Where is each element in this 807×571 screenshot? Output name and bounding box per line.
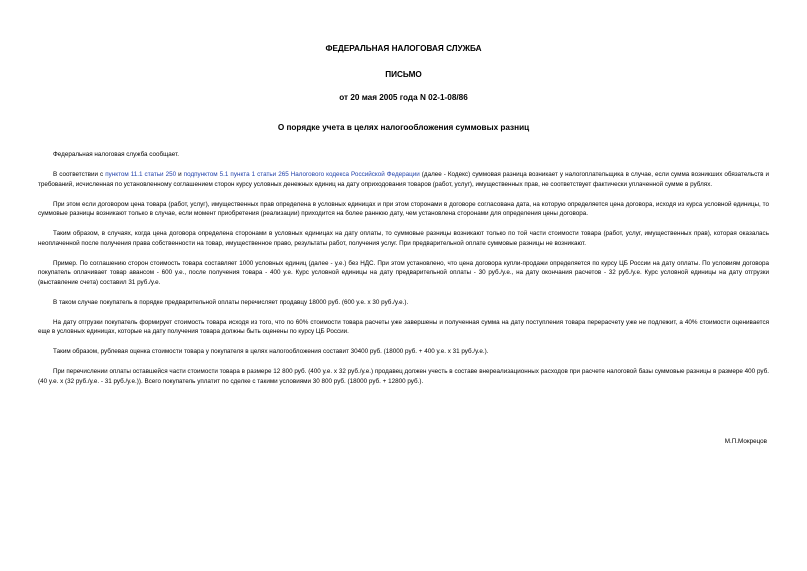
paragraph-shipment-date: На дату отгрузки покупатель формирует стоимость товара исходя из того, что по 60% стоимости товара расчеты уже завершены и полученная сумма на дату поступления товара перерасчету уже не подлежит, а 40% стоимости оценивается еще в условных единицах, которые на дату получения товара должны быть оценены по курсу ЦБ России. xyxy=(38,318,769,335)
paragraph-final-settlement: При перечислении оплаты оставшейся части стоимости товара в размере 12 800 руб. (400 у.е. x 32 руб./у.е.) продавец должен учесть в составе внереализационных расходов при расчете налоговой базы суммовые разницы в размере 400 руб. (40 у.е. x (32 руб./у.е. - 31 руб./у.е.)). Всего покупатель уплатит по сделке с такими условиями 30 800 руб. (18000 руб. + 12800 руб.). xyxy=(38,368,769,385)
paragraph-intro: Федеральная налоговая служба сообщает. xyxy=(53,151,180,158)
paragraph-conventional-units: При этом если договором цена товара (работ, услуг), имущественных прав определена в условных единицах и при этом сторонами в договоре согласована дата, на которую определяется цена договора, исходя из курса условной единицы, то суммовые разницы возникают только в случае, если момент приобретения (реализации) приходится на более раннюю дату, чем установлена сторонами для определения цены договора. xyxy=(38,200,769,217)
paragraph-ruble-valuation: Таким образом, рублевая оценка стоимости товара у покупателя в целях налогообложения составит 30400 руб. (18000 руб. + 400 у.е. x 31 руб./у.е.). xyxy=(53,348,489,355)
signatory: М.П.Мокрецов xyxy=(724,438,767,445)
text-segment: В соответствии с xyxy=(53,171,106,178)
text-segment: и xyxy=(176,171,184,178)
document-date-number: от 20 мая 2005 года N 02-1-08/86 xyxy=(339,93,468,102)
link-article-250[interactable]: пунктом 11.1 статьи 250 xyxy=(105,171,177,178)
paragraph-legal-basis xyxy=(38,170,769,189)
paragraph-payment-date: Таким образом, в случаях, когда цена договора определена сторонами в условных единицах на дату оплаты, то суммовые разницы возникают только по той части стоимости товара (работ, услуг, имущественных прав), которая оказалась неоплаченной после получения права собственности на товар, имущественное право, результаты работ, получения услуг. При предварительной оплате суммовые разницы не возникают. xyxy=(38,230,769,247)
letter-body xyxy=(38,150,769,397)
paragraph-example: Пример. По соглашению сторон стоимость товара составляет 1000 условных единиц (далее - у.е.) без НДС. При этом установлено, что цена договора купли-продажи определяется по курсу ЦБ России на дату оплаты. По условиям договора покупатель оплачивает товар авансом - 600 у.е., после получения товара - 400 у.е. Курс условной единицы на дату предварительной оплаты - 30 руб./у.е., на дату окончания расчетов - 32 руб./у.е. Курс условной единицы на дату отгрузки (выставление счета) составил 31 руб./у.е. xyxy=(38,259,769,286)
document-type: ПИСЬМО xyxy=(385,70,422,79)
issuing-agency: ФЕДЕРАЛЬНАЯ НАЛОГОВАЯ СЛУЖБА xyxy=(325,44,482,53)
text-segment: (далее - Кодекс) суммовая разница возникает у налогоплательщика в случае, если сумма возникших обязательств и требований, исчисленная по установленному соглашением сторон курсу условных денежных единиц на дату оприходования товаров (работ, услуг), имущественных прав, не соответствует фактически уплаченной сумме в рублях. xyxy=(38,171,769,188)
paragraph-advance-payment: В таком случае покупатель в порядке предварительной оплаты перечисляет продавцу 18000 руб. (600 у.е. x 30 руб./у.е.). xyxy=(53,298,409,306)
document-title: О порядке учета в целях налогообложения суммовых разниц xyxy=(277,123,530,132)
link-article-265[interactable]: подпунктом 5.1 пункта 1 статьи 265 Налогового кодекса Российской Федерации xyxy=(183,171,420,178)
